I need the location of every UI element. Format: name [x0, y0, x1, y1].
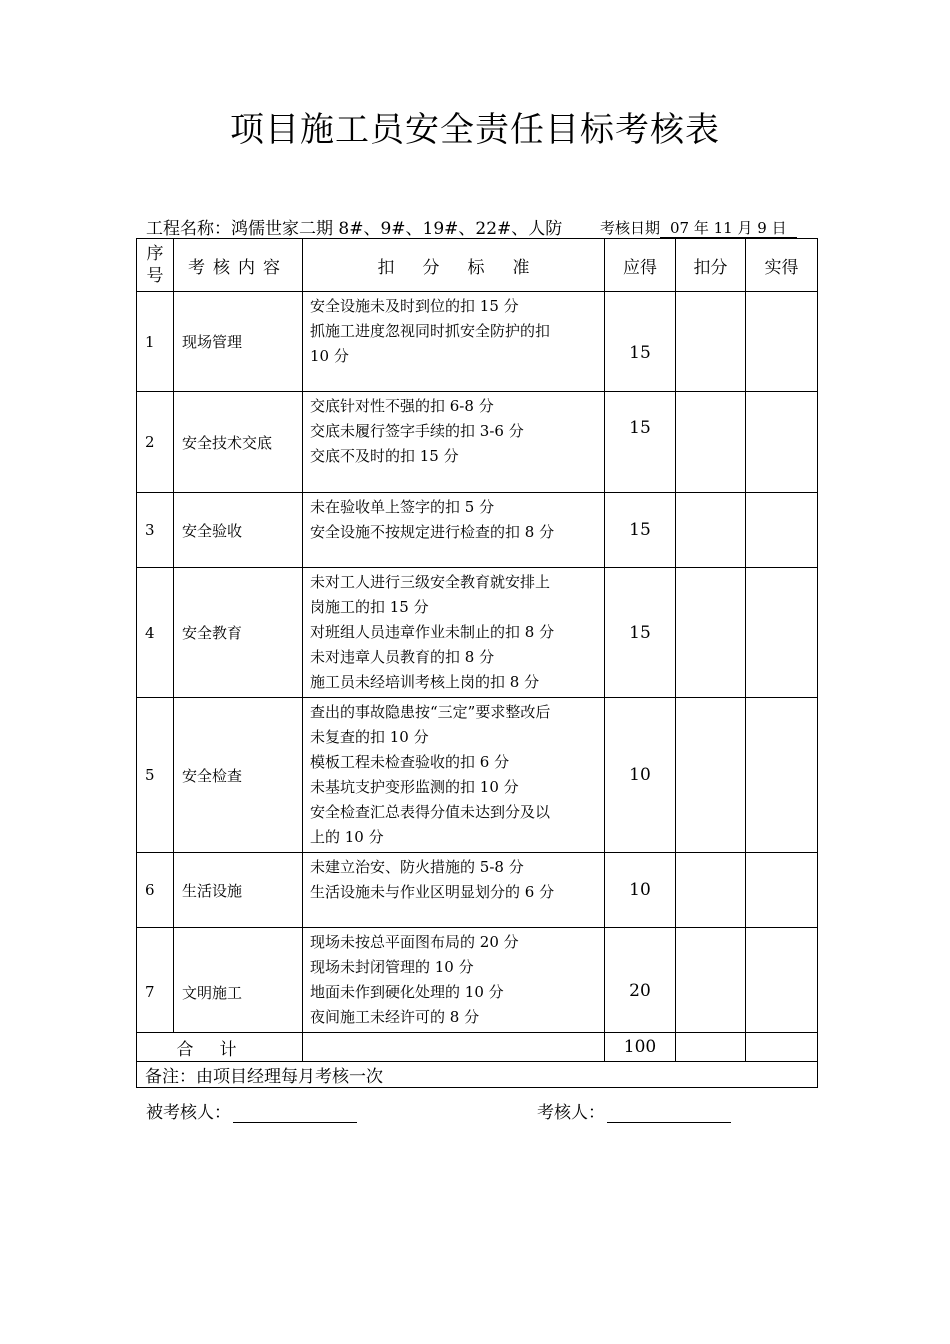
row-due: 20 [605, 928, 676, 1033]
row-item: 安全技术交底 [174, 392, 303, 493]
total-label: 合计 [137, 1033, 303, 1062]
header-row [137, 239, 818, 292]
meta-line [146, 214, 818, 238]
row-standard [303, 698, 605, 853]
row-deduct[interactable] [676, 928, 746, 1033]
row-number: 4 [137, 568, 174, 698]
total-row [137, 1033, 818, 1062]
assessment-date [600, 217, 797, 238]
standard-line: 安全检查汇总表得分值未达到分及以 [310, 803, 551, 821]
standard-line: 现场未封闭管理的 10 分 [310, 958, 474, 976]
standard-line: 地面未作到硬化处理的 10 分 [310, 983, 504, 1001]
header-seq [137, 239, 174, 292]
assessor-label: 考核人： [537, 1103, 605, 1123]
project-name: 工程名称：鸿儒世家二期 8#、9#、19#、22#、人防 [146, 219, 563, 239]
standard-line: 岗施工的扣 15 分 [310, 598, 429, 616]
row-actual[interactable] [746, 493, 818, 568]
table-row [137, 568, 818, 698]
standard-line: 生活设施未与作业区明显划分的 6 分 [310, 883, 555, 901]
note-row [137, 1062, 818, 1088]
header-seq-line2: 号 [146, 266, 164, 286]
header-standard-char: 扣 [377, 257, 395, 278]
standard-line: 安全设施未及时到位的扣 15 分 [310, 297, 519, 315]
table-row [137, 853, 818, 928]
standard-line: 对班组人员违章作业未制止的扣 8 分 [310, 623, 555, 641]
row-actual[interactable] [746, 392, 818, 493]
header-actual: 实得 [746, 239, 818, 292]
standard-line: 交底不及时的扣 15 分 [310, 447, 459, 465]
date-label: 考核日期 [600, 219, 661, 237]
standard-line: 模板工程未检查验收的扣 6 分 [310, 753, 510, 771]
standard-line: 交底未履行签字手续的扣 3-6 分 [310, 422, 524, 440]
total-standard-cell [303, 1033, 605, 1062]
row-due: 15 [605, 292, 676, 392]
table-row [137, 928, 818, 1033]
table-row [137, 698, 818, 853]
standard-line: 未对违章人员教育的扣 8 分 [310, 648, 495, 666]
row-standard [303, 292, 605, 392]
header-content: 考核内容 [174, 239, 303, 292]
row-standard [303, 493, 605, 568]
row-due: 15 [605, 392, 676, 493]
standard-line: 未对工人进行三级安全教育就安排上 [310, 573, 551, 591]
row-actual[interactable] [746, 928, 818, 1033]
row-number: 3 [137, 493, 174, 568]
standard-line: 未在验收单上签字的扣 5 分 [310, 498, 495, 516]
header-deduct: 扣分 [676, 239, 746, 292]
standard-line: 查出的事故隐患按“三定”要求整改后 [310, 703, 551, 721]
standard-line: 现场未按总平面图布局的 20 分 [310, 933, 519, 951]
standard-line: 未基坑支护变形监测的扣 10 分 [310, 778, 519, 796]
row-due: 10 [605, 853, 676, 928]
row-item: 生活设施 [174, 853, 303, 928]
row-item: 安全检查 [174, 698, 303, 853]
row-item: 安全教育 [174, 568, 303, 698]
header-standard-char: 准 [512, 257, 530, 278]
standard-line: 交底针对性不强的扣 6-8 分 [310, 397, 494, 415]
standard-line: 施工员未经培训考核上岗的扣 8 分 [310, 673, 540, 691]
header-standard-char: 标 [467, 257, 485, 278]
row-due: 15 [605, 493, 676, 568]
row-deduct[interactable] [676, 853, 746, 928]
row-due: 10 [605, 698, 676, 853]
row-number: 5 [137, 698, 174, 853]
standard-line: 安全设施不按规定进行检查的扣 8 分 [310, 523, 555, 541]
row-number: 1 [137, 292, 174, 392]
row-actual[interactable] [746, 292, 818, 392]
header-due: 应得 [605, 239, 676, 292]
assessee-signature-line[interactable] [233, 1102, 357, 1123]
table-row [137, 493, 818, 568]
assessor-signature-line[interactable] [607, 1102, 731, 1123]
row-deduct[interactable] [676, 568, 746, 698]
row-actual[interactable] [746, 698, 818, 853]
row-number: 2 [137, 392, 174, 493]
document-title: 项目施工员安全责任目标考核表 [230, 110, 720, 150]
row-standard [303, 392, 605, 493]
assessee-label: 被考核人： [146, 1103, 231, 1123]
assessee-signature [146, 1098, 357, 1123]
standard-line: 抓施工进度忽视同时抓安全防护的扣 [310, 322, 551, 340]
row-deduct[interactable] [676, 493, 746, 568]
row-standard [303, 568, 605, 698]
standard-line: 10 分 [310, 347, 349, 365]
row-standard [303, 928, 605, 1033]
date-value: 07 年 11 月 9 日 [660, 219, 797, 238]
table-row [137, 392, 818, 493]
standard-line: 未复查的扣 10 分 [310, 728, 429, 746]
row-deduct[interactable] [676, 698, 746, 853]
total-actual[interactable] [746, 1033, 818, 1062]
row-number: 6 [137, 853, 174, 928]
row-deduct[interactable] [676, 392, 746, 493]
row-item: 安全验收 [174, 493, 303, 568]
note-text: 备注：由项目经理每月考核一次 [137, 1062, 818, 1088]
row-number: 7 [137, 928, 174, 1033]
row-standard [303, 853, 605, 928]
row-actual[interactable] [746, 853, 818, 928]
header-standard [303, 239, 605, 292]
standard-line: 未建立治安、防火措施的 5-8 分 [310, 858, 524, 876]
row-due: 15 [605, 568, 676, 698]
total-deduct[interactable] [676, 1033, 746, 1062]
standard-line: 上的 10 分 [310, 828, 384, 846]
row-item: 现场管理 [174, 292, 303, 392]
total-due: 100 [605, 1033, 676, 1062]
row-actual[interactable] [746, 568, 818, 698]
header-seq-line1: 序 [146, 244, 164, 264]
standard-line: 夜间施工未经许可的 8 分 [310, 1008, 480, 1026]
header-standard-char: 分 [422, 257, 440, 278]
table-row [137, 292, 818, 392]
row-deduct[interactable] [676, 292, 746, 392]
assessment-table [136, 238, 818, 1088]
assessor-signature [537, 1098, 731, 1123]
row-item: 文明施工 [174, 928, 303, 1033]
